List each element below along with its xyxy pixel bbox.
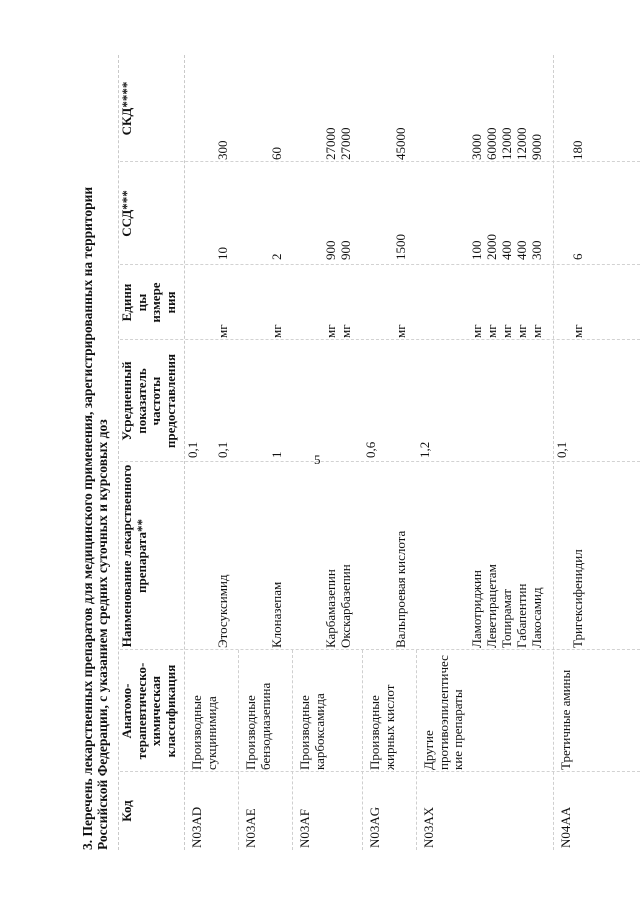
drug-ssd: 400 — [514, 240, 529, 260]
drug-ssd: 900 — [323, 240, 338, 260]
row-separator — [362, 650, 364, 850]
drug-name: Топирамат — [499, 589, 514, 648]
drug-ssd: 900 — [338, 240, 353, 260]
drug-name: Этосуксимид — [215, 574, 230, 648]
drug-name: Клоназепам — [269, 581, 284, 648]
drug-unit: мг — [484, 324, 499, 338]
drug-skd: 60000 — [484, 127, 499, 160]
drug-ssd: 2000 — [484, 234, 499, 260]
drug-ssd: 6 — [570, 253, 585, 260]
row-atc-class: Другие противоэпилептичес кие препараты — [421, 655, 465, 770]
row-frequency: 0,6 — [363, 441, 378, 458]
drug-unit: мг — [469, 324, 484, 338]
header-ssd: ССД*** — [119, 190, 134, 237]
drug-name: Леветирацетам — [484, 564, 499, 648]
rotated-page-content — [80, 55, 640, 850]
drug-skd: 27000 — [323, 127, 338, 160]
col-sep-1 — [120, 771, 640, 772]
heading-line-1: 3. Перечень лекарственных препаратов для медицинского применения, зарегистрированных на территории — [80, 186, 95, 850]
drug-ssd: 10 — [215, 247, 230, 260]
drug-unit: мг — [393, 324, 408, 338]
drug-unit: мг — [215, 324, 230, 338]
row-code: N03AF — [297, 808, 312, 848]
drug-name: Лакосамид — [529, 587, 544, 648]
drug-name: Тригексифенидил — [570, 549, 585, 648]
drug-unit: мг — [514, 324, 529, 338]
drug-skd: 300 — [215, 140, 230, 160]
table-heading — [80, 187, 110, 850]
row-frequency: 1,2 — [417, 441, 432, 458]
drug-name: Окскарбазепин — [338, 564, 353, 648]
header-unit: Едини цы измере ния — [119, 282, 178, 323]
drug-frequency: 1 — [269, 451, 284, 458]
row-frequency: 0,1 — [185, 441, 200, 458]
row-atc-class: Третичные амины — [558, 669, 573, 770]
row-code: N04AA — [558, 806, 573, 848]
page-number: 5 — [314, 452, 321, 467]
header-skd: СКД**** — [119, 81, 134, 136]
row-frequency: 0,1 — [554, 441, 569, 458]
row-atc-class: Производные бензодиазепина — [243, 682, 273, 770]
col-sep-6 — [120, 161, 640, 162]
drug-skd: 60 — [269, 147, 284, 160]
row-atc-class: Производные сукцинимида — [189, 695, 219, 770]
drug-ssd: 1500 — [393, 234, 408, 260]
col-sep-4 — [120, 339, 640, 340]
drug-skd: 12000 — [499, 127, 514, 160]
drug-skd: 3000 — [469, 134, 484, 160]
drug-skd: 45000 — [393, 127, 408, 160]
drug-name: Ламотриджин — [469, 570, 484, 648]
header-drug-name: Наименование лекарственного препарата** — [119, 464, 149, 648]
drug-unit: мг — [499, 324, 514, 338]
drug-unit: мг — [269, 324, 284, 338]
header-code: Код — [119, 800, 134, 822]
drug-name: Габапентин — [514, 583, 529, 648]
row-code: N03AD — [189, 806, 204, 848]
col-sep-3 — [120, 461, 640, 462]
heading-line-2: Российской Федерации, с указанием средних суточных и курсовых доз — [95, 419, 110, 850]
drug-unit: мг — [338, 324, 353, 338]
drug-skd: 27000 — [338, 127, 353, 160]
row-atc-class: Производные карбоксамида — [297, 693, 327, 770]
drug-ssd: 2 — [269, 253, 284, 260]
row-separator — [416, 650, 418, 850]
drug-skd: 180 — [570, 140, 585, 160]
drug-unit: мг — [570, 324, 585, 338]
drug-unit: мг — [323, 324, 338, 338]
col-sep-2 — [120, 649, 640, 650]
drug-name: Карбамазепин — [323, 569, 338, 648]
col-sep-5 — [120, 264, 640, 265]
row-code: N03AE — [243, 808, 258, 848]
row-code: N03AG — [367, 806, 382, 848]
header-frequency: Усредненный показатель частоты предоставления — [119, 353, 178, 449]
header-atc-class: Анатомо- терапевтическо- химическая классификация — [119, 662, 178, 760]
drug-skd: 9000 — [529, 134, 544, 160]
drug-name: Вальпроевая кислота — [393, 530, 408, 648]
drug-unit: мг — [529, 324, 544, 338]
drug-ssd: 100 — [469, 240, 484, 260]
row-separator — [238, 650, 240, 850]
drug-ssd: 300 — [529, 240, 544, 260]
drug-ssd: 400 — [499, 240, 514, 260]
drug-frequency: 0,1 — [215, 441, 230, 458]
row-atc-class: Производные жирных кислот — [367, 684, 397, 770]
row-separator — [292, 650, 294, 850]
drug-skd: 12000 — [514, 127, 529, 160]
row-code: N03AX — [421, 806, 436, 848]
